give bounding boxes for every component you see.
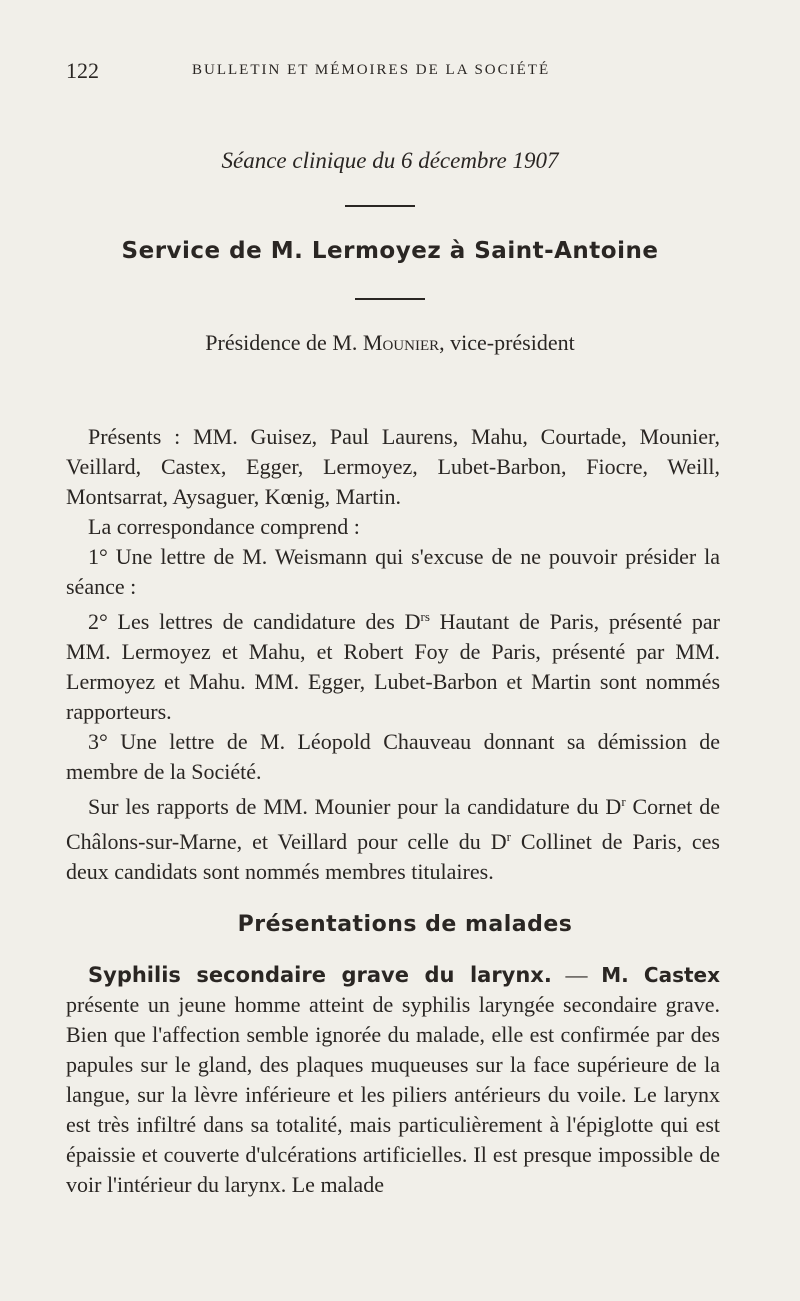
presents-paragraph: Présents : MM. Guisez, Paul Laurens, Mahu, Courtade, Mounier, Veillard, Castex, Egger, Lermoyez, Lubet-Barbon, Fiocre, Weill, Montsarrat, Aysaguer, Kœnig, Martin. [66,424,720,509]
divider-rule [355,298,425,300]
presidence-line [0,330,780,356]
correspondance-paragraph: La correspondance comprend : [88,514,360,539]
item2-text-b: Hautant de Paris, présenté par MM. Lermoyez et Mahu, et Robert Foy de Paris, présenté par MM. Lermoyez et Mahu. MM. Egger, Lubet-Barbon et Martin sont nommés rapporteurs. [66,609,721,724]
section-title: Présentations de malades [237,912,573,937]
president-name: Mounier [362,330,440,355]
rapports-text-b: Cornet de Châlons-sur-Marne, et Veillard pour celle du D [66,794,720,854]
case-title: Syphilis secondaire grave du larynx. [88,963,552,987]
item2-superscript: rs [420,609,430,624]
presidence-prefix: Présidence de M. [205,330,363,355]
service-title: Service de M. Lermoyez à Saint-Antoine [121,238,659,264]
correspondance-item-3: 3° Une lettre de M. Léopold Chauveau donnant sa démission de membre de la Société. [66,729,720,784]
case-dash: — [551,962,602,987]
rapports-paragraph [66,787,720,887]
page-number: 122 [66,58,99,83]
session-title: Séance clinique du 6 décembre 1907 [221,148,559,173]
minutes-body [66,422,720,887]
case-presenter: M. Castex [601,963,720,987]
rapports-superscript-2: r [506,829,511,844]
rapports-superscript-1: r [621,794,626,809]
case-paragraph [66,960,720,1200]
case-text: présente un jeune homme atteint de syphilis laryngée secondaire grave. Bien que l'affection semble ignorée du malade, elle est confirmée par des papules sur le gland, des plaques muqueuses sur la face supérieure de la langue, sur la lèvre inférieure et les piliers antérieurs du voile. Le larynx est très infiltré dans sa totalité, mais particulièrement à l'épiglotte qui est épaissie et couverte d'ulcérations artificielles. Il est presque impossible de voir l'intérieur du larynx. Le malade [66,992,720,1197]
rapports-text-a: Sur les rapports de MM. Mounier pour la candidature du D [88,794,622,819]
item2-text-a: 2° Les lettres de candidature des D [88,609,421,634]
running-title: BULLETIN ET MÉMOIRES DE LA SOCIÉTÉ [192,62,551,78]
presidence-suffix: , vice-président [439,330,575,355]
case-report [66,960,720,1200]
page-header [66,58,720,88]
rapports-text-c: Collinet de Paris, ces deux candidats sont nommés membres titulaires. [66,829,720,884]
divider-rule [345,205,415,207]
correspondance-item-1: 1° Une lettre de M. Weismann qui s'excuse de ne pouvoir présider la séance : [66,544,720,599]
correspondance-item-2 [66,602,720,727]
